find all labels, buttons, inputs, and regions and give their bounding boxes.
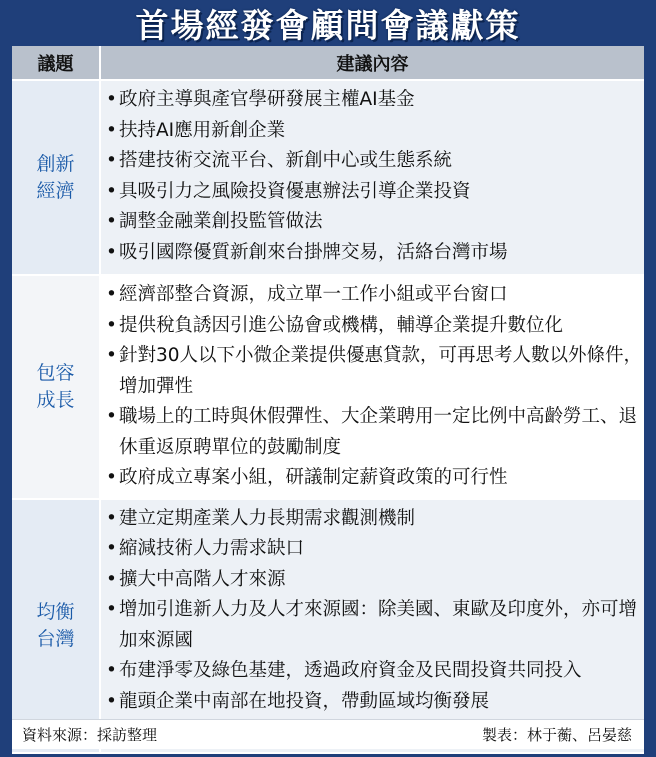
list-item: • 針對30人以下小微企業提供優惠貸款，可再思考人數以外條件，增加彈性 <box>105 341 644 402</box>
content-panel <box>12 46 644 749</box>
source-note: 資料來源：採訪整理 <box>22 726 158 744</box>
list-item: • 建立定期產業人力長期需求觀測機制 <box>105 504 644 535</box>
list-item: • 政府成立專案小組，研議制定薪資政策的可行性 <box>105 463 644 494</box>
suggestion-list <box>105 504 644 748</box>
items-cell <box>100 499 644 753</box>
list-item: • 布建淨零及綠色基建，透過政府資金及民間投資共同投入 <box>105 656 644 687</box>
list-item: • 具吸引力之風險投資優惠辦法引導企業投資 <box>105 177 644 208</box>
list-item: • 擴大中高階人才來源 <box>105 565 644 596</box>
list-item: • 政府主導與產官學研發展主權AI基金 <box>105 85 644 116</box>
list-item: • 職場上的工時與休假彈性、大企業聘用一定比例中高齡勞工、退休重返原聘單位的鼓勵制度 <box>105 402 644 463</box>
items-cell <box>100 80 644 275</box>
list-item: • 提供稅負誘因引進公協會或機構，輔導企業提升數位化 <box>105 311 644 342</box>
credit-note: 製表：林于蘅、呂晏慈 <box>481 726 632 744</box>
list-item: • 調整金融業創投監管做法 <box>105 207 644 238</box>
table-row <box>12 275 644 499</box>
topic-label: 包容成長 <box>36 361 75 411</box>
items-cell <box>100 275 644 499</box>
list-item: • 增加引進新人力及人才來源國：除美國、東歐及印度外，亦可增加來源國 <box>105 595 644 656</box>
topic-label: 均衡台灣 <box>36 600 75 650</box>
table-row <box>12 499 644 753</box>
list-item: • 扶持AI應用新創企業 <box>105 116 644 147</box>
suggestion-list <box>105 280 644 494</box>
list-item: • 縮減技術人力需求缺口 <box>105 534 644 565</box>
table-row <box>12 80 644 275</box>
footer <box>12 719 644 749</box>
header-topic: 議題 <box>12 46 100 80</box>
list-item: • 龍頭企業中南部在地投資，帶動區域均衡發展 <box>105 687 644 718</box>
list-item: • 搭建技術交流平台、新創中心或生態系統 <box>105 146 644 177</box>
table-header-row <box>12 46 644 80</box>
topic-cell <box>12 80 100 275</box>
page-title: 首場經發會顧問會議獻策 <box>135 5 521 45</box>
topic-cell <box>12 499 100 753</box>
list-item: • 經濟部整合資源，成立單一工作小組或平台窗口 <box>105 280 644 311</box>
suggestions-table <box>12 46 644 754</box>
topic-label: 創新經濟 <box>36 152 75 202</box>
header-suggestions: 建議內容 <box>100 46 644 80</box>
suggestion-list <box>105 85 644 268</box>
list-item: • 吸引國際優質新創來台掛牌交易，活絡台灣市場 <box>105 238 644 269</box>
topic-cell <box>12 275 100 499</box>
